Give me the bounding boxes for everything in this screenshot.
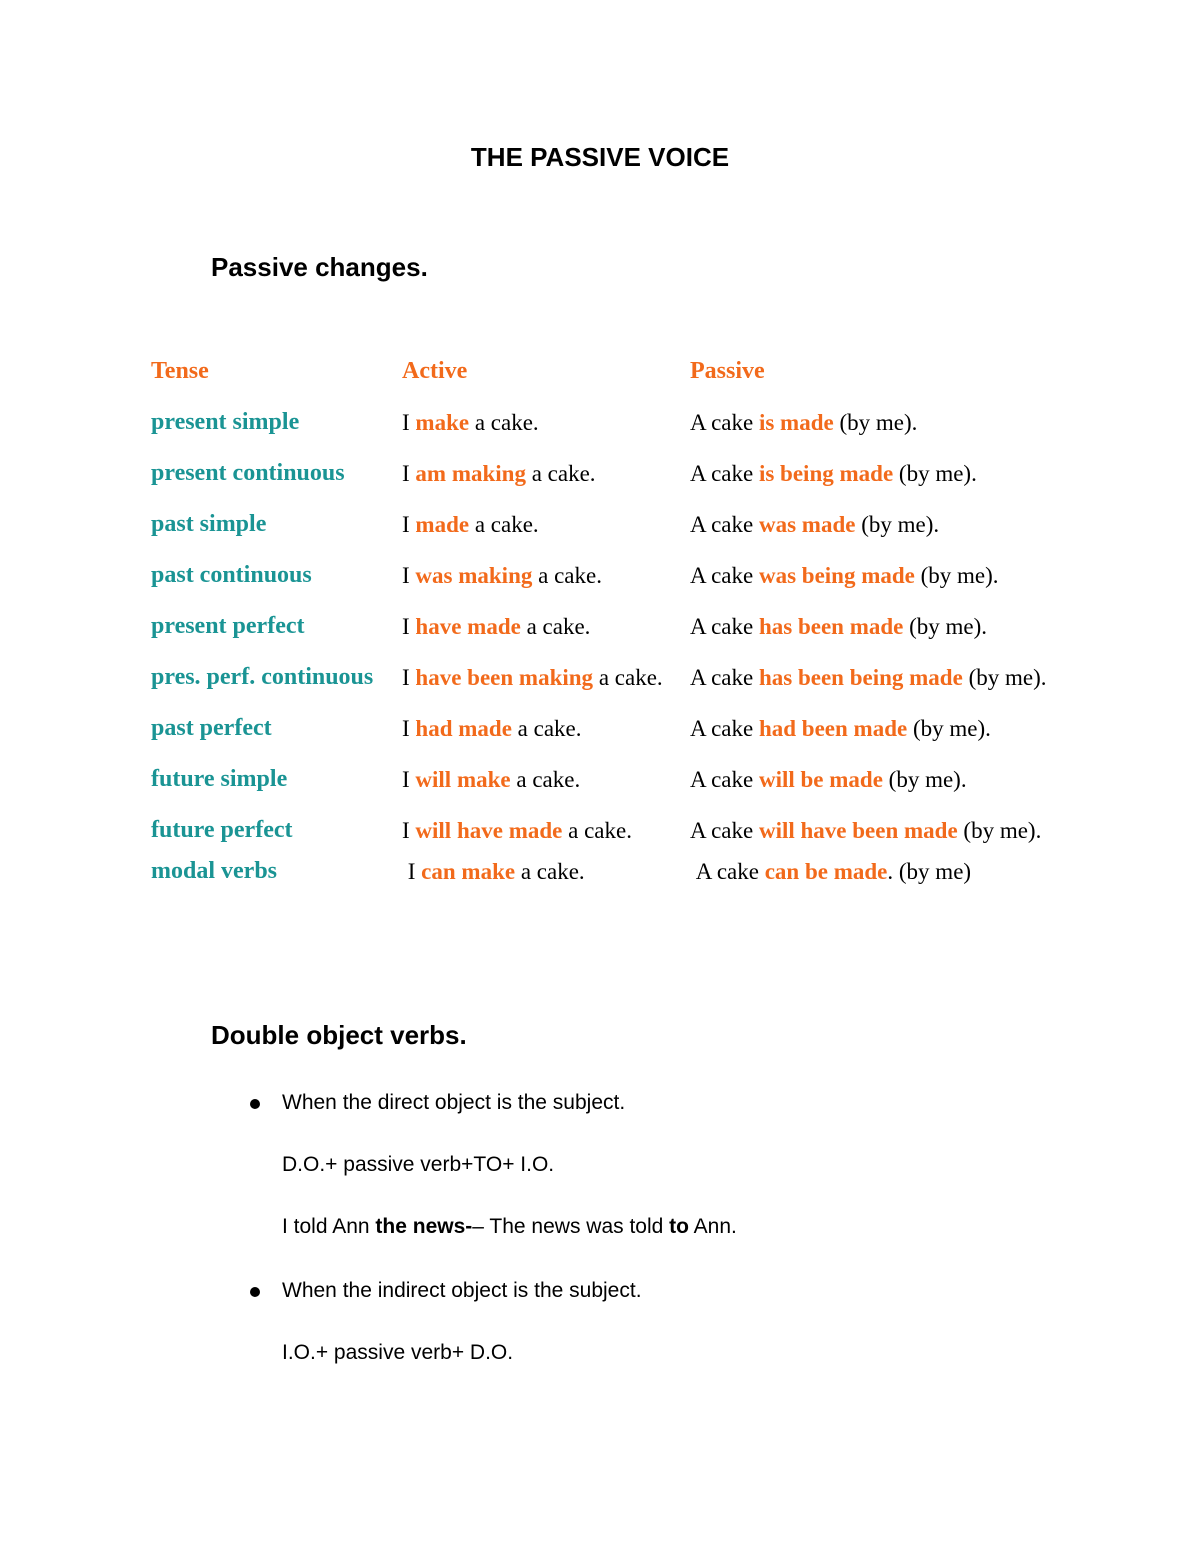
active-verb: made <box>415 512 470 537</box>
active-pre: I <box>402 818 416 843</box>
active-cell <box>402 611 690 642</box>
passive-pre: A cake <box>690 665 759 690</box>
active-post: a cake. <box>469 410 539 435</box>
table-row <box>151 407 1071 438</box>
passive-pre: A cake <box>690 461 759 486</box>
passive-post: (by me). <box>907 716 991 741</box>
active-cell <box>402 407 690 438</box>
tense-cell: modal verbs <box>151 858 277 884</box>
active-cell <box>402 560 690 591</box>
passive-verb: was made <box>758 512 856 537</box>
passive-post: (by me). <box>914 563 999 588</box>
passive-verb: was being made <box>758 563 915 588</box>
active-pre: I <box>402 410 416 435</box>
active-cell <box>402 815 690 846</box>
tense-cell: future perfect <box>151 817 293 843</box>
active-cell <box>402 713 690 744</box>
table-row <box>151 509 1071 540</box>
active-verb: had made <box>415 716 512 741</box>
passive-post: (by me). <box>855 512 940 537</box>
passive-pre: A cake <box>690 716 759 741</box>
table-row <box>151 815 1071 846</box>
passive-pre: A cake <box>690 410 759 435</box>
tense-cell: past perfect <box>151 715 272 741</box>
bullet-text: When the direct object is the subject. <box>282 1091 626 1114</box>
active-cell <box>402 458 690 489</box>
active-verb: am making <box>415 461 526 486</box>
active-verb: make <box>415 410 470 435</box>
formula-indirect-object: I.O.+ passive verb+ D.O. <box>282 1341 514 1364</box>
passive-pre: A cake <box>690 859 765 884</box>
active-post: a cake. <box>525 461 596 486</box>
passive-pre: A cake <box>690 563 759 588</box>
table-row <box>151 560 1071 591</box>
passive-verb: can be made <box>764 859 888 884</box>
passive-post: (by me). <box>962 665 1047 690</box>
active-cell <box>402 662 690 693</box>
passive-post: (by me). <box>903 614 988 639</box>
table-row <box>151 713 1071 744</box>
passive-pre: A cake <box>690 614 759 639</box>
active-verb: can make <box>421 859 516 884</box>
passive-cell <box>690 509 1071 540</box>
bullet-dot-icon <box>250 1287 260 1297</box>
example-sentence <box>243 1212 1043 1242</box>
table-body <box>151 407 1071 887</box>
table-row <box>151 662 1071 693</box>
active-pre: I <box>402 716 416 741</box>
active-pre: I <box>402 563 416 588</box>
active-verb: will have made <box>415 818 563 843</box>
passive-verb: has been being made <box>758 665 963 690</box>
example-part: – The news was told <box>472 1215 670 1238</box>
tense-cell: past continuous <box>151 562 312 588</box>
active-pre: I <box>402 461 416 486</box>
tense-cell: present continuous <box>151 460 345 486</box>
header-passive: Passive <box>690 358 765 384</box>
active-pre: I <box>402 512 416 537</box>
passive-pre: A cake <box>690 818 759 843</box>
passive-verb: is being made <box>758 461 894 486</box>
section-heading-passive-changes: Passive changes. <box>211 252 428 282</box>
passive-cell <box>690 764 1071 795</box>
passive-post: (by me). <box>833 410 918 435</box>
table-row <box>151 611 1071 642</box>
active-verb: have been making <box>415 665 594 690</box>
active-pre: I <box>402 767 416 792</box>
active-post: a cake. <box>520 614 591 639</box>
active-post: a cake. <box>469 512 539 537</box>
passive-post: . (by me) <box>887 859 972 884</box>
formula-direct-object: D.O.+ passive verb+TO+ I.O. <box>282 1153 555 1176</box>
passive-verb: will have been made <box>758 818 958 843</box>
header-tense: Tense <box>151 358 209 384</box>
active-pre: I <box>402 859 422 884</box>
section-heading-double-object: Double object verbs. <box>211 1020 467 1050</box>
passive-cell <box>690 458 1071 489</box>
passive-verb: had been made <box>758 716 908 741</box>
passive-cell <box>690 815 1071 846</box>
passive-cell <box>690 713 1071 744</box>
active-cell <box>402 856 690 887</box>
tense-cell: present simple <box>151 409 300 435</box>
passive-pre: A cake <box>690 512 759 537</box>
table-row <box>151 458 1071 489</box>
bullet-text: When the indirect object is the subject. <box>282 1279 642 1302</box>
table-row <box>151 856 1071 887</box>
example-part: Ann. <box>688 1215 737 1238</box>
passive-post: (by me). <box>893 461 977 486</box>
active-pre: I <box>402 614 416 639</box>
active-post: a cake. <box>532 563 602 588</box>
passive-cell <box>690 611 1071 642</box>
passive-cell <box>690 407 1071 438</box>
tense-table <box>151 356 1071 907</box>
passive-verb: will be made <box>758 767 883 792</box>
tense-cell: present perfect <box>151 613 305 639</box>
active-verb: will make <box>415 767 511 792</box>
example-part: I told Ann <box>282 1215 376 1238</box>
example-bold: the news- <box>375 1215 473 1238</box>
active-cell <box>402 509 690 540</box>
bullet-item-direct-object <box>243 1088 1043 1118</box>
bullet-dot-icon <box>250 1099 260 1109</box>
passive-verb: has been made <box>758 614 904 639</box>
passive-post: (by me). <box>882 767 967 792</box>
active-verb: have made <box>415 614 521 639</box>
active-cell <box>402 764 690 795</box>
tense-cell: past simple <box>151 511 267 537</box>
active-post: a cake. <box>510 767 581 792</box>
active-post: a cake. <box>562 818 632 843</box>
active-post: a cake. <box>515 859 585 884</box>
bullet-list <box>243 1088 1043 1368</box>
page-title: THE PASSIVE VOICE <box>470 142 730 172</box>
table-row <box>151 764 1071 795</box>
active-post: a cake. <box>593 665 663 690</box>
active-pre: I <box>402 665 416 690</box>
bullet-item-indirect-object <box>243 1276 1043 1306</box>
passive-cell <box>690 662 1071 693</box>
example-bold: to <box>669 1215 689 1238</box>
passive-post: (by me). <box>957 818 1042 843</box>
tense-cell: pres. perf. continuous <box>151 664 374 690</box>
passive-pre: A cake <box>690 767 759 792</box>
passive-cell <box>690 856 1071 887</box>
table-header-row <box>151 356 1071 387</box>
passive-verb: is made <box>758 410 834 435</box>
active-verb: was making <box>415 563 533 588</box>
active-post: a cake. <box>511 716 582 741</box>
tense-cell: future simple <box>151 766 288 792</box>
passive-cell <box>690 560 1071 591</box>
header-active: Active <box>402 358 468 384</box>
